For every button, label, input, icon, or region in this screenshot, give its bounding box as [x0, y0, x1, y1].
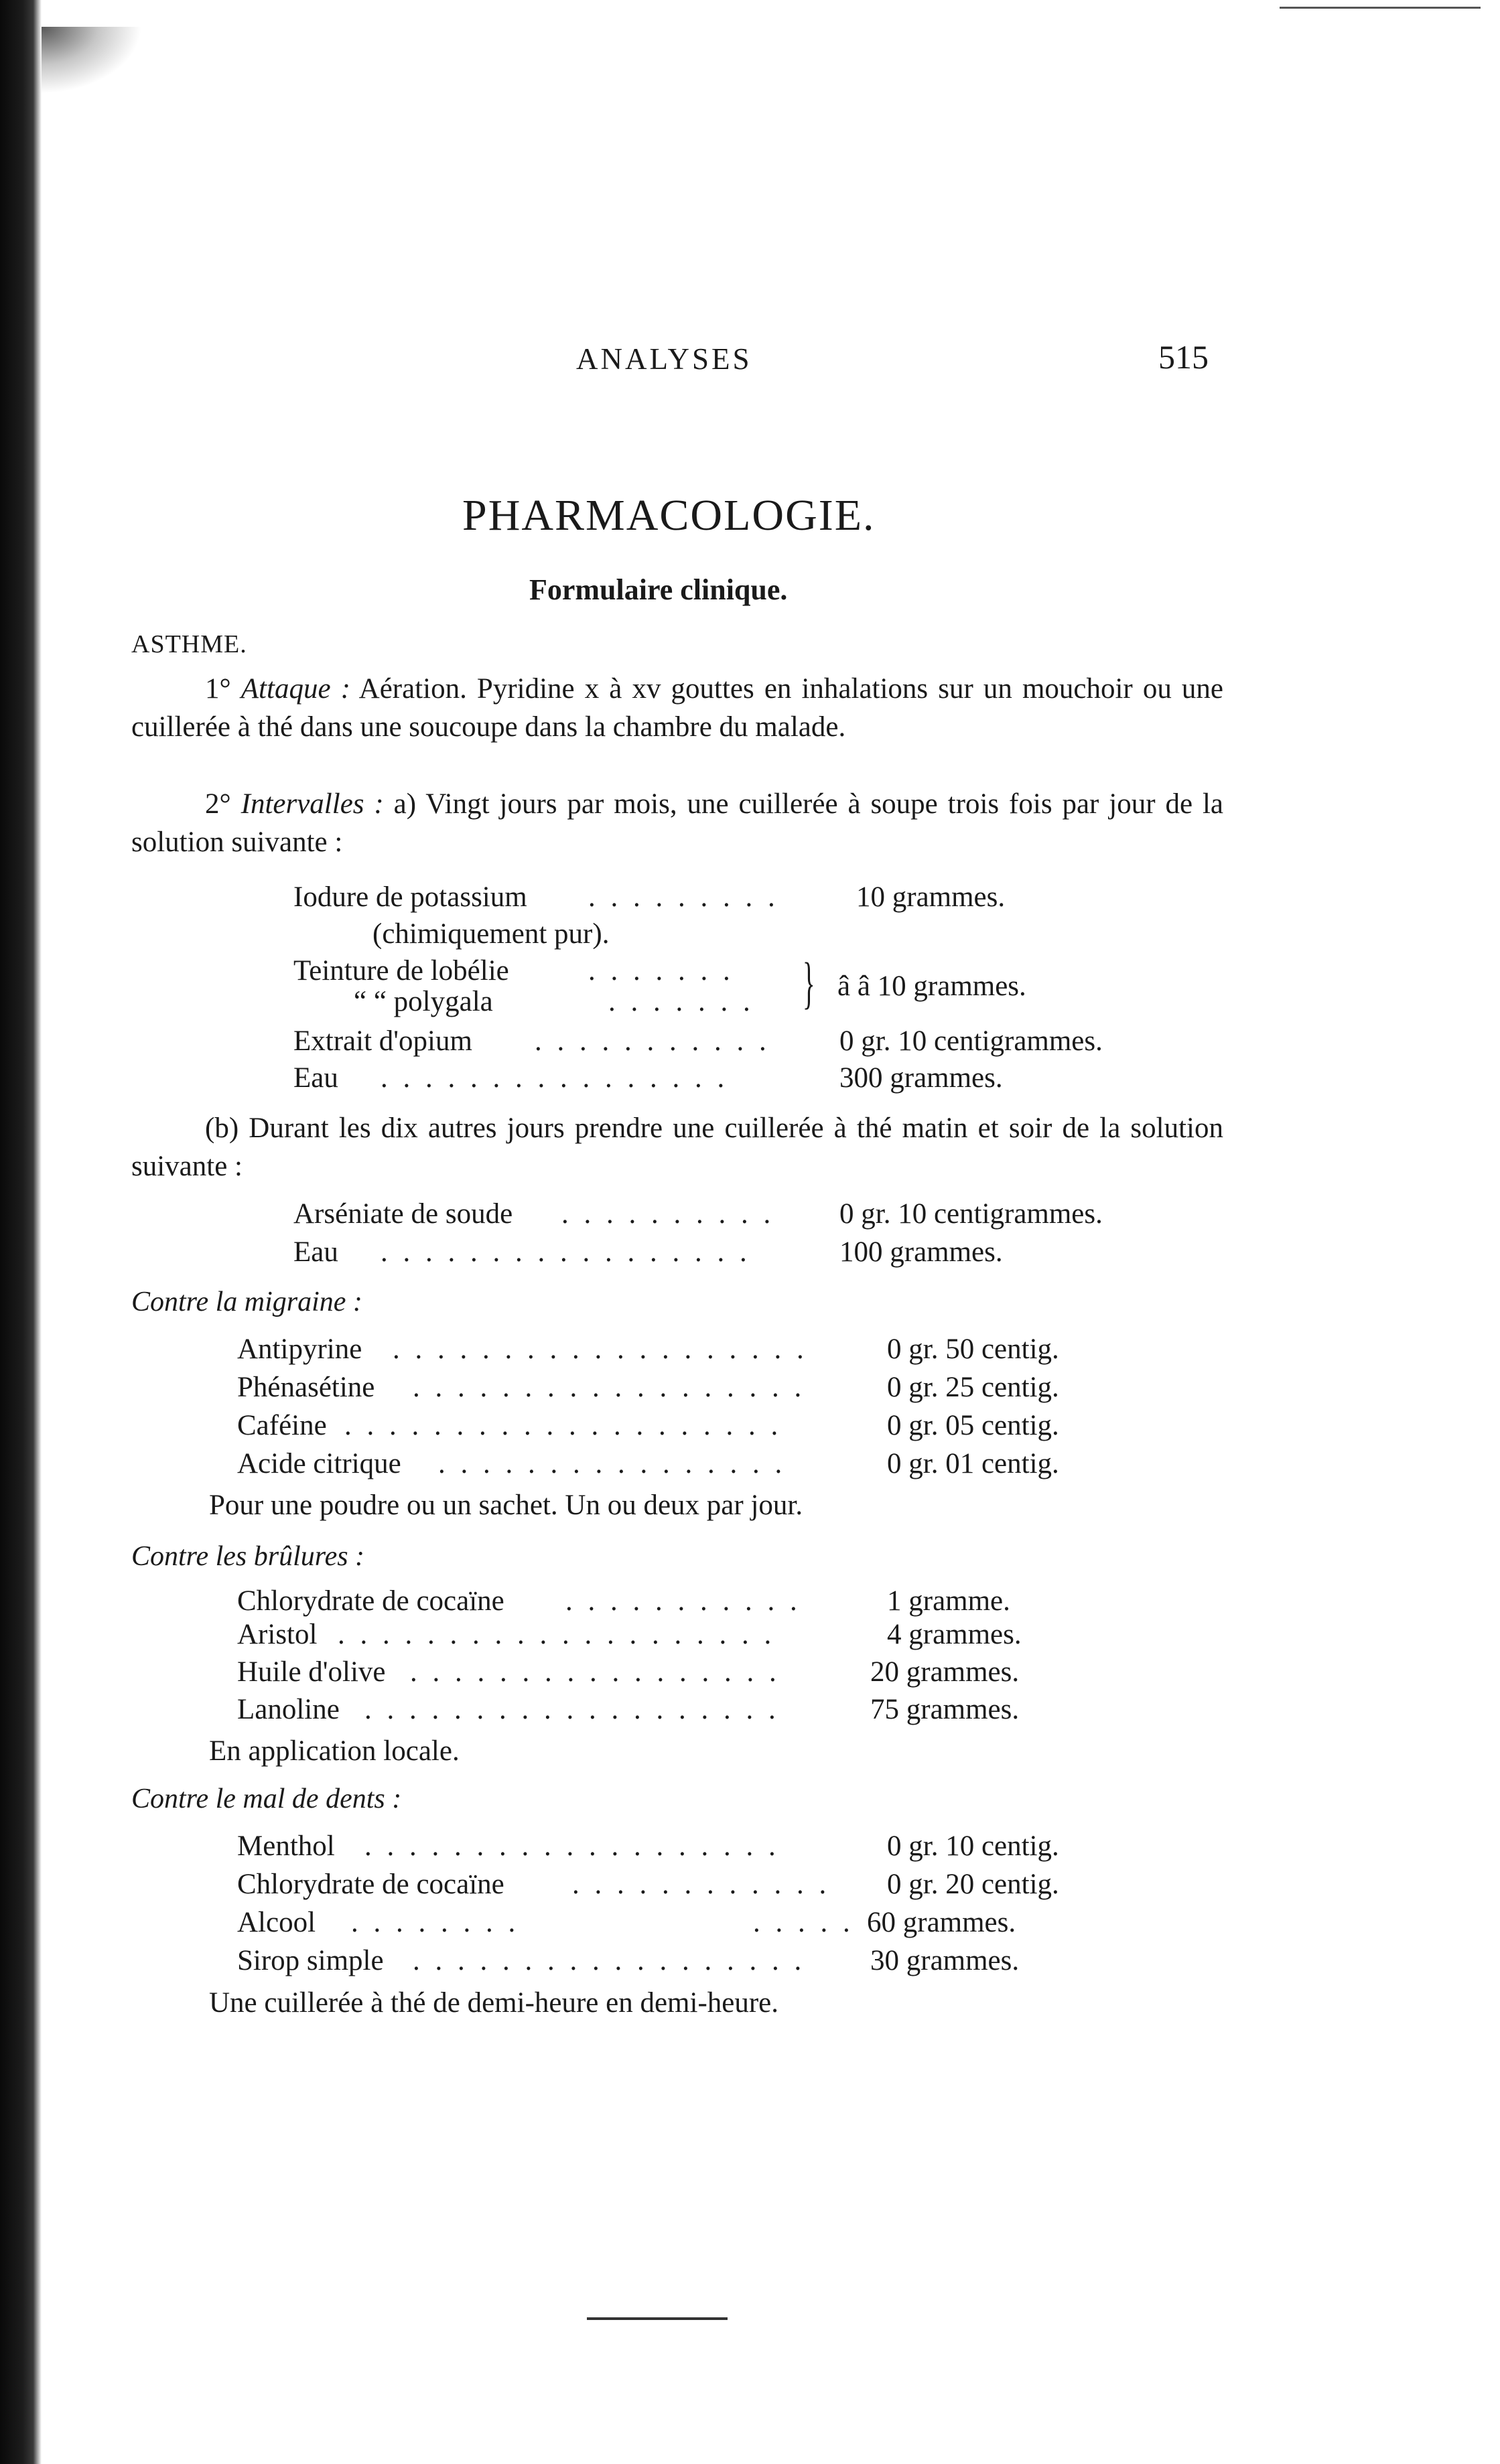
- leader-dots: . . . . . . .: [608, 986, 754, 1017]
- brulures-heading: Contre les brûlures :: [131, 1541, 365, 1572]
- brulures-note: En application locale.: [209, 1735, 460, 1767]
- migraine-note: Pour une poudre ou un sachet. Un ou deux par jour.: [209, 1490, 803, 1521]
- formula-line: [237, 1371, 1175, 1408]
- ingredient-name: “ “ polygala: [354, 986, 493, 1017]
- ingredient-name: Eau: [293, 1236, 338, 1268]
- paragraph-text: (b) Durant les dix autres jours prendre une cuillerée à thé matin et soir de la solution suivante :: [131, 1112, 1223, 1182]
- ingredient-name: Acide citrique: [237, 1448, 401, 1479]
- ingredient-amount: 0 gr. 10 centigrammes.: [839, 1025, 1103, 1057]
- formula-line: [237, 1830, 1175, 1867]
- asthme-b-paragraph: [131, 1109, 1223, 1185]
- ingredient-name: Arséniate de soude: [293, 1198, 513, 1230]
- formula-line: [237, 1944, 1175, 1982]
- leader-dots: . . . . . . . . . . . . . . . . . .: [413, 1372, 806, 1403]
- dents-note: Une cuillerée à thé de demi-heure en demi-heure.: [209, 1987, 779, 2019]
- ingredient-amount: 0 gr. 10 centigrammes.: [839, 1198, 1103, 1230]
- leader-dots: . . . . . . . .: [351, 1907, 520, 1938]
- migraine-heading: Contre la migraine :: [131, 1287, 362, 1317]
- ingredient-amount: 75 grammes.: [870, 1694, 1020, 1725]
- formula-line: [293, 1025, 1164, 1062]
- formula-line: [237, 1333, 1175, 1370]
- ingredient-amount: 0 gr. 50 centig.: [887, 1333, 1059, 1365]
- leader-dots: . . . . . . . . .: [588, 881, 779, 913]
- ingredient-name: Alcool: [237, 1907, 316, 1938]
- subsection-title: Formulaire clinique.: [529, 573, 788, 606]
- formula-line: [354, 985, 823, 1023]
- ingredient-amount: 60 grammes.: [867, 1907, 1016, 1938]
- paragraph-text: a) Vingt jours par mois, une cuillerée à soupe trois fois par jour de la solution suivante :: [131, 788, 1224, 858]
- formula-line: [237, 1618, 1175, 1656]
- ingredient-amount: 0 gr. 25 centig.: [887, 1372, 1059, 1403]
- ingredient-name: Sirop simple: [237, 1945, 384, 1976]
- ingredient-name: Lanoline: [237, 1694, 340, 1725]
- leader-dots: . . . . . . . . . . .: [565, 1585, 801, 1617]
- page-number: 515: [1158, 338, 1209, 376]
- asthme-attaque-paragraph: [131, 670, 1223, 746]
- leader-dots: . . . . . . . . . . . . . . . .: [381, 1062, 729, 1094]
- paragraph-label: Attaque :: [241, 673, 350, 705]
- leader-dots: . . . . . . . . . . . . . . . . .: [381, 1236, 751, 1268]
- ingredient-name: Chlorydrate de cocaïne: [237, 1585, 504, 1617]
- asthme-intervalles-paragraph: [131, 785, 1223, 861]
- leader-dots: . . . . . . .: [588, 955, 734, 987]
- ingredient-name: Eau: [293, 1062, 338, 1094]
- leader-dots: . . . . . . . . . . . . . . . . . . .: [393, 1333, 808, 1365]
- formula-line: [237, 1656, 1175, 1693]
- ingredient-amount: 4 grammes.: [887, 1619, 1022, 1650]
- asthme-heading: ASTHME.: [131, 630, 247, 658]
- paragraph-text: Aération. Pyridine x à xv gouttes en inhalations sur un mouchoir ou une cuillerée à thé dans une soucoupe dans la chambre du malade.: [131, 673, 1223, 743]
- formula-line: [237, 1409, 1175, 1447]
- ingredient-name: Antipyrine: [237, 1333, 362, 1365]
- leader-dots: . . . . . . . . . . . . . . . .: [438, 1448, 787, 1479]
- formula-line: [293, 881, 1164, 918]
- formula-line: [237, 1585, 1175, 1622]
- ingredient-name: Huile d'olive: [237, 1656, 386, 1688]
- leader-dots: . . . . . . . . . . . .: [572, 1869, 831, 1900]
- leader-dots: . . . . . . . . . .: [561, 1198, 775, 1230]
- right-brace: }: [803, 950, 815, 1015]
- aa-amount: â â 10 grammes.: [837, 970, 1026, 1002]
- ingredient-name: Caféine: [237, 1410, 327, 1441]
- scan-edge-line: [1280, 7, 1481, 9]
- ingredient-amount: 10 grammes.: [856, 881, 1006, 913]
- paragraph-number: 2°: [205, 788, 231, 820]
- leader-dots: . . . . . . . . . . . . . . . . . . .: [364, 1830, 780, 1862]
- running-head: ANALYSES: [576, 342, 752, 376]
- leader-dots: . . . . . . . . . . . . . . . . . . . .: [338, 1619, 776, 1650]
- formula-line: [293, 1062, 1164, 1099]
- formula-line: [237, 1868, 1175, 1905]
- ingredient-amount: 0 gr. 01 centig.: [887, 1448, 1059, 1479]
- ingredient-amount: 0 gr. 20 centig.: [887, 1869, 1059, 1900]
- end-rule: [587, 2317, 728, 2320]
- ingredient-note: (chimiquement pur).: [372, 918, 610, 950]
- ingredient-name: Iodure de potassium: [293, 881, 527, 913]
- formula-line: [237, 1693, 1175, 1731]
- formula-line: [237, 1447, 1175, 1485]
- ingredient-amount: 0 gr. 10 centig.: [887, 1830, 1059, 1862]
- formula-line: [237, 1906, 1175, 1944]
- ingredient-amount: 30 grammes.: [870, 1945, 1020, 1976]
- formula-line: [293, 1198, 1164, 1235]
- leader-dots: . . . . . . . . . . . . . . . . . . .: [364, 1694, 780, 1725]
- ingredient-name: Phénasétine: [237, 1372, 375, 1403]
- formula-line: [293, 1236, 1164, 1273]
- leader-dots: . . . . . . . . . . . . . . . . .: [410, 1656, 780, 1688]
- paragraph-label: Intervalles :: [241, 788, 384, 820]
- ingredient-amount: 20 grammes.: [870, 1656, 1020, 1688]
- formula-note: [372, 918, 609, 950]
- section-title: PHARMACOLOGIE.: [462, 491, 876, 540]
- leader-dots: . . . . . . . . . . . . . . . . . . . .: [344, 1410, 782, 1441]
- book-spine-shadow: [0, 0, 42, 2464]
- ingredient-name: Teinture de lobélie: [293, 955, 509, 987]
- leader-dots: . . . . . . . . . . . . . . . . . .: [413, 1945, 806, 1976]
- ingredient-amount: 300 grammes.: [839, 1062, 1003, 1094]
- ingredient-name: Aristol: [237, 1619, 318, 1650]
- scan-smudge: [42, 27, 142, 94]
- ingredient-name: Chlorydrate de cocaïne: [237, 1869, 504, 1900]
- leader-dots: . . . . .: [753, 1907, 854, 1938]
- ingredient-name: Menthol: [237, 1830, 335, 1862]
- ingredient-name: Extrait d'opium: [293, 1025, 472, 1057]
- leader-dots: . . . . . . . . . . .: [535, 1025, 770, 1057]
- ingredient-amount: 100 grammes.: [839, 1236, 1003, 1268]
- dents-heading: Contre le mal de dents :: [131, 1784, 402, 1814]
- paragraph-number: 1°: [205, 673, 231, 705]
- ingredient-amount: 0 gr. 05 centig.: [887, 1410, 1059, 1441]
- ingredient-amount: 1 gramme.: [887, 1585, 1010, 1617]
